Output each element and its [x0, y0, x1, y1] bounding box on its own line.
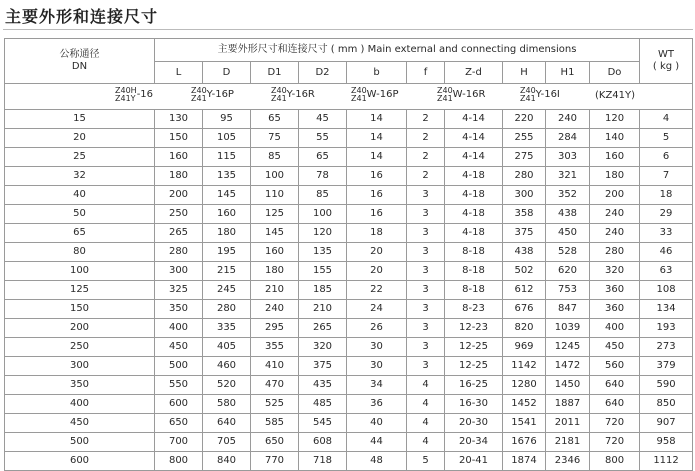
table-row	[5, 376, 693, 395]
cell-zd: 4-18	[445, 186, 503, 205]
cell-do: 140	[590, 129, 640, 148]
cell-zd: 8-18	[445, 243, 503, 262]
cell-do: 240	[590, 224, 640, 243]
cell-do: 720	[590, 414, 640, 433]
cell-d2: 608	[299, 433, 347, 452]
cell-b: 26	[347, 319, 407, 338]
cell-zd: 4-14	[445, 148, 503, 167]
cell-h: 358	[503, 205, 546, 224]
cell-d1: 85	[251, 148, 299, 167]
col-header-h: H	[503, 62, 546, 84]
cell-do: 180	[590, 167, 640, 186]
cell-l: 280	[155, 243, 203, 262]
cell-l: 400	[155, 319, 203, 338]
cell-b: 30	[347, 357, 407, 376]
cell-wt: 108	[640, 281, 693, 300]
cell-d2: 435	[299, 376, 347, 395]
cell-zd: 16-25	[445, 376, 503, 395]
table-row	[5, 129, 693, 148]
cell-dn: 150	[5, 300, 155, 319]
cell-wt: 958	[640, 433, 693, 452]
cell-d: 520	[203, 376, 251, 395]
cell-d1: 145	[251, 224, 299, 243]
cell-f: 3	[407, 281, 445, 300]
cell-b: 48	[347, 452, 407, 471]
cell-h1: 2346	[546, 452, 590, 471]
cell-h1: 1245	[546, 338, 590, 357]
cell-d: 640	[203, 414, 251, 433]
cell-l: 450	[155, 338, 203, 357]
title-divider	[3, 29, 693, 30]
cell-l: 800	[155, 452, 203, 471]
cell-f: 3	[407, 300, 445, 319]
cell-d: 160	[203, 205, 251, 224]
cell-d1: 65	[251, 110, 299, 129]
dimensions-table	[4, 38, 693, 471]
cell-b: 40	[347, 414, 407, 433]
cell-wt: 907	[640, 414, 693, 433]
cell-d2: 45	[299, 110, 347, 129]
cell-h: 1452	[503, 395, 546, 414]
cell-d1: 75	[251, 129, 299, 148]
cell-h: 502	[503, 262, 546, 281]
cell-l: 130	[155, 110, 203, 129]
cell-h1: 1450	[546, 376, 590, 395]
cell-h: 1541	[503, 414, 546, 433]
cell-d: 145	[203, 186, 251, 205]
cell-wt: 63	[640, 262, 693, 281]
cell-l: 160	[155, 148, 203, 167]
cell-h1: 352	[546, 186, 590, 205]
weight-label: WT	[658, 49, 675, 60]
cell-l: 325	[155, 281, 203, 300]
cell-d2: 100	[299, 205, 347, 224]
cell-zd: 4-14	[445, 110, 503, 129]
cell-d: 105	[203, 129, 251, 148]
cell-d: 180	[203, 224, 251, 243]
table-row	[5, 414, 693, 433]
cell-h: 438	[503, 243, 546, 262]
cell-h: 1676	[503, 433, 546, 452]
cell-f: 3	[407, 262, 445, 281]
cell-zd: 4-18	[445, 205, 503, 224]
cell-zd: 20-34	[445, 433, 503, 452]
cell-zd: 12-25	[445, 357, 503, 376]
cell-do: 450	[590, 338, 640, 357]
cell-d2: 185	[299, 281, 347, 300]
cell-f: 3	[407, 357, 445, 376]
cell-d1: 585	[251, 414, 299, 433]
cell-h1: 1472	[546, 357, 590, 376]
cell-d1: 410	[251, 357, 299, 376]
cell-do: 120	[590, 110, 640, 129]
weight-header	[640, 39, 693, 84]
cell-l: 250	[155, 205, 203, 224]
cell-h1: 753	[546, 281, 590, 300]
model-group: Z40H Z41Y -16	[115, 86, 154, 103]
cell-wt: 6	[640, 148, 693, 167]
cell-d: 580	[203, 395, 251, 414]
cell-d1: 525	[251, 395, 299, 414]
model-groups	[5, 84, 693, 110]
table-row	[5, 395, 693, 414]
cell-dn: 450	[5, 414, 155, 433]
table-row	[5, 243, 693, 262]
cell-h: 255	[503, 129, 546, 148]
cell-f: 4	[407, 414, 445, 433]
model-group: Z40 Z41 W-16R	[437, 86, 486, 103]
cell-b: 36	[347, 395, 407, 414]
cell-d1: 210	[251, 281, 299, 300]
cell-do: 640	[590, 395, 640, 414]
table-row	[5, 205, 693, 224]
cell-f: 5	[407, 452, 445, 471]
model-row	[5, 84, 693, 110]
cell-dn: 50	[5, 205, 155, 224]
model-group: Z40 Z41 Y-16I	[520, 86, 560, 103]
cell-d1: 650	[251, 433, 299, 452]
cell-h1: 438	[546, 205, 590, 224]
cell-zd: 20-30	[445, 414, 503, 433]
cell-do: 640	[590, 376, 640, 395]
cell-dn: 15	[5, 110, 155, 129]
cell-wt: 193	[640, 319, 693, 338]
cell-zd: 4-14	[445, 129, 503, 148]
cell-d: 280	[203, 300, 251, 319]
cell-d2: 78	[299, 167, 347, 186]
cell-d: 115	[203, 148, 251, 167]
cell-f: 3	[407, 319, 445, 338]
table-row	[5, 281, 693, 300]
cell-wt: 273	[640, 338, 693, 357]
cell-zd: 16-30	[445, 395, 503, 414]
cell-h: 969	[503, 338, 546, 357]
cell-d2: 55	[299, 129, 347, 148]
col-header-l: L	[155, 62, 203, 84]
cell-zd: 4-18	[445, 224, 503, 243]
col-header-do: Do	[590, 62, 640, 84]
cell-zd: 20-41	[445, 452, 503, 471]
cell-h: 612	[503, 281, 546, 300]
cell-wt: 590	[640, 376, 693, 395]
cell-d1: 110	[251, 186, 299, 205]
cell-h1: 284	[546, 129, 590, 148]
cell-l: 350	[155, 300, 203, 319]
cell-h1: 620	[546, 262, 590, 281]
cell-dn: 65	[5, 224, 155, 243]
cell-wt: 4	[640, 110, 693, 129]
table-row	[5, 338, 693, 357]
table-row	[5, 110, 693, 129]
cell-h1: 1887	[546, 395, 590, 414]
cell-f: 3	[407, 186, 445, 205]
cell-do: 160	[590, 148, 640, 167]
cell-dn: 200	[5, 319, 155, 338]
cell-b: 44	[347, 433, 407, 452]
cell-d2: 485	[299, 395, 347, 414]
cell-b: 34	[347, 376, 407, 395]
cell-wt: 29	[640, 205, 693, 224]
cell-d2: 155	[299, 262, 347, 281]
cell-dn: 400	[5, 395, 155, 414]
cell-dn: 100	[5, 262, 155, 281]
cell-f: 3	[407, 243, 445, 262]
cell-wt: 134	[640, 300, 693, 319]
cell-h: 1142	[503, 357, 546, 376]
cell-wt: 379	[640, 357, 693, 376]
cell-dn: 250	[5, 338, 155, 357]
cell-b: 24	[347, 300, 407, 319]
cell-f: 2	[407, 167, 445, 186]
cell-b: 18	[347, 224, 407, 243]
cell-d: 840	[203, 452, 251, 471]
table-row	[5, 186, 693, 205]
cell-d: 705	[203, 433, 251, 452]
cell-do: 280	[590, 243, 640, 262]
cell-do: 560	[590, 357, 640, 376]
cell-do: 800	[590, 452, 640, 471]
col-header-f: f	[407, 62, 445, 84]
cell-h: 275	[503, 148, 546, 167]
cell-h: 280	[503, 167, 546, 186]
dn-label: DN	[71, 61, 88, 72]
table-row	[5, 224, 693, 243]
cell-h1: 1039	[546, 319, 590, 338]
cell-d2: 65	[299, 148, 347, 167]
cell-dn: 40	[5, 186, 155, 205]
cell-f: 4	[407, 376, 445, 395]
cell-d2: 718	[299, 452, 347, 471]
cell-h1: 321	[546, 167, 590, 186]
cell-wt: 7	[640, 167, 693, 186]
cell-h: 220	[503, 110, 546, 129]
cell-h1: 240	[546, 110, 590, 129]
cell-do: 360	[590, 281, 640, 300]
col-header-d: D	[203, 62, 251, 84]
cell-wt: 46	[640, 243, 693, 262]
table-row	[5, 262, 693, 281]
cell-f: 3	[407, 224, 445, 243]
cell-d1: 160	[251, 243, 299, 262]
cell-f: 3	[407, 338, 445, 357]
cell-d2: 135	[299, 243, 347, 262]
cell-h1: 450	[546, 224, 590, 243]
cell-l: 500	[155, 357, 203, 376]
cell-dn: 500	[5, 433, 155, 452]
cell-d2: 85	[299, 186, 347, 205]
table-row	[5, 357, 693, 376]
cell-d2: 120	[299, 224, 347, 243]
cell-h: 375	[503, 224, 546, 243]
cell-d: 405	[203, 338, 251, 357]
nominal-diameter-header	[5, 39, 155, 84]
cell-do: 360	[590, 300, 640, 319]
cell-f: 2	[407, 110, 445, 129]
cell-f: 4	[407, 395, 445, 414]
cell-wt: 850	[640, 395, 693, 414]
cell-zd: 12-23	[445, 319, 503, 338]
cell-b: 16	[347, 186, 407, 205]
cell-h1: 2181	[546, 433, 590, 452]
cell-b: 14	[347, 110, 407, 129]
cell-wt: 1112	[640, 452, 693, 471]
cell-zd: 8-18	[445, 262, 503, 281]
cell-b: 14	[347, 148, 407, 167]
page-title: 主要外形和连接尺寸	[5, 7, 159, 26]
cell-dn: 20	[5, 129, 155, 148]
cell-zd: 8-23	[445, 300, 503, 319]
cell-d1: 355	[251, 338, 299, 357]
cell-b: 16	[347, 167, 407, 186]
cell-h: 676	[503, 300, 546, 319]
table-row	[5, 433, 693, 452]
cell-zd: 4-18	[445, 167, 503, 186]
cell-b: 20	[347, 262, 407, 281]
cell-dn: 25	[5, 148, 155, 167]
col-header-h1: H1	[546, 62, 590, 84]
cell-h: 300	[503, 186, 546, 205]
cell-b: 22	[347, 281, 407, 300]
cell-f: 3	[407, 205, 445, 224]
cell-l: 700	[155, 433, 203, 452]
cell-h1: 303	[546, 148, 590, 167]
nominal-diameter-label: 公称通径	[59, 49, 100, 60]
cell-l: 550	[155, 376, 203, 395]
cell-wt: 18	[640, 186, 693, 205]
cell-b: 30	[347, 338, 407, 357]
cell-dn: 80	[5, 243, 155, 262]
cell-h: 1874	[503, 452, 546, 471]
model-group: Z40 Z41 Y-16P	[191, 86, 234, 103]
cell-l: 265	[155, 224, 203, 243]
cell-d1: 180	[251, 262, 299, 281]
cell-l: 600	[155, 395, 203, 414]
cell-l: 650	[155, 414, 203, 433]
cell-d2: 375	[299, 357, 347, 376]
cell-d1: 125	[251, 205, 299, 224]
header-row	[5, 39, 693, 62]
cell-f: 4	[407, 433, 445, 452]
cell-d: 95	[203, 110, 251, 129]
cell-dn: 32	[5, 167, 155, 186]
cell-b: 20	[347, 243, 407, 262]
cell-d1: 470	[251, 376, 299, 395]
cell-d2: 210	[299, 300, 347, 319]
table-row	[5, 148, 693, 167]
cell-do: 400	[590, 319, 640, 338]
dimensions-header: 主要外形尺寸和连接尺寸 ( mm ) Main external and connecting dimensions	[155, 39, 640, 62]
cell-d2: 545	[299, 414, 347, 433]
cell-d2: 265	[299, 319, 347, 338]
cell-b: 16	[347, 205, 407, 224]
col-header-zd: Z-d	[445, 62, 503, 84]
cell-l: 300	[155, 262, 203, 281]
cell-do: 200	[590, 186, 640, 205]
cell-d: 335	[203, 319, 251, 338]
cell-d1: 240	[251, 300, 299, 319]
cell-l: 200	[155, 186, 203, 205]
cell-dn: 300	[5, 357, 155, 376]
cell-d: 215	[203, 262, 251, 281]
cell-h1: 2011	[546, 414, 590, 433]
cell-b: 14	[347, 129, 407, 148]
cell-d: 195	[203, 243, 251, 262]
cell-h1: 528	[546, 243, 590, 262]
cell-do: 240	[590, 205, 640, 224]
cell-l: 180	[155, 167, 203, 186]
cell-h: 820	[503, 319, 546, 338]
model-group: Z40 Z41 Y-16R	[271, 86, 315, 103]
cell-zd: 8-18	[445, 281, 503, 300]
table-row	[5, 300, 693, 319]
cell-d2: 320	[299, 338, 347, 357]
cell-h1: 847	[546, 300, 590, 319]
weight-unit: ( kg )	[652, 61, 680, 72]
cell-zd: 12-25	[445, 338, 503, 357]
cell-h: 1280	[503, 376, 546, 395]
cell-d1: 770	[251, 452, 299, 471]
cell-d: 245	[203, 281, 251, 300]
model-group: (KZ41Y)	[595, 90, 636, 101]
table-row	[5, 319, 693, 338]
cell-d1: 100	[251, 167, 299, 186]
cell-dn: 600	[5, 452, 155, 471]
cell-d1: 295	[251, 319, 299, 338]
cell-l: 150	[155, 129, 203, 148]
col-header-d2: D2	[299, 62, 347, 84]
cell-wt: 33	[640, 224, 693, 243]
cell-d: 135	[203, 167, 251, 186]
col-header-d1: D1	[251, 62, 299, 84]
cell-f: 2	[407, 129, 445, 148]
model-group: Z40 Z41 W-16P	[351, 86, 399, 103]
cell-wt: 5	[640, 129, 693, 148]
cell-do: 320	[590, 262, 640, 281]
cell-do: 720	[590, 433, 640, 452]
col-header-b: b	[347, 62, 407, 84]
cell-dn: 350	[5, 376, 155, 395]
cell-dn: 125	[5, 281, 155, 300]
cell-d: 460	[203, 357, 251, 376]
table-row	[5, 452, 693, 471]
table-row	[5, 167, 693, 186]
cell-f: 2	[407, 148, 445, 167]
